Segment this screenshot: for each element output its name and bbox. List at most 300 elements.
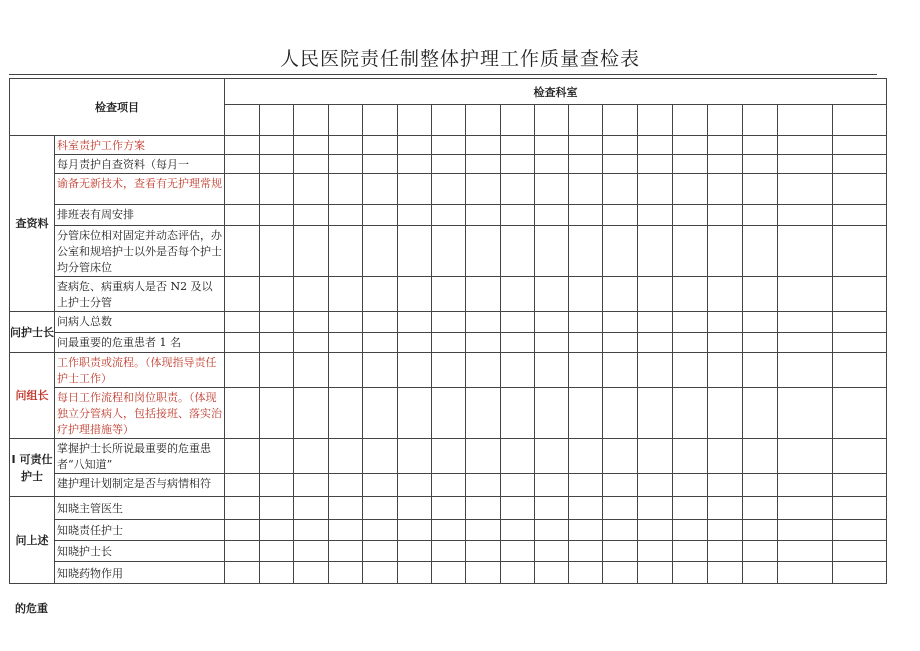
check-cell[interactable] [569, 312, 603, 333]
check-cell[interactable] [501, 174, 535, 205]
check-cell[interactable] [708, 155, 743, 174]
check-cell[interactable] [501, 353, 535, 388]
check-cell[interactable] [363, 520, 398, 541]
check-cell[interactable] [329, 226, 363, 277]
check-cell[interactable] [603, 562, 638, 584]
check-cell[interactable] [743, 497, 778, 520]
check-cell[interactable] [673, 388, 708, 439]
check-cell[interactable] [225, 474, 260, 497]
check-cell[interactable] [260, 562, 294, 584]
check-cell[interactable] [778, 439, 833, 474]
check-cell[interactable] [466, 277, 501, 312]
check-cell[interactable] [398, 439, 432, 474]
check-cell[interactable] [778, 205, 833, 226]
check-cell[interactable] [225, 439, 260, 474]
check-cell[interactable] [260, 520, 294, 541]
check-cell[interactable] [294, 474, 329, 497]
check-cell[interactable] [260, 439, 294, 474]
check-cell[interactable] [638, 205, 673, 226]
check-cell[interactable] [294, 439, 329, 474]
check-cell[interactable] [833, 205, 887, 226]
check-cell[interactable] [363, 541, 398, 562]
check-cell[interactable] [432, 497, 466, 520]
check-cell[interactable] [501, 520, 535, 541]
check-cell[interactable] [501, 333, 535, 353]
check-cell[interactable] [778, 277, 833, 312]
check-cell[interactable] [294, 226, 329, 277]
check-cell[interactable] [708, 353, 743, 388]
check-cell[interactable] [225, 226, 260, 277]
check-cell[interactable] [225, 174, 260, 205]
check-cell[interactable] [501, 312, 535, 333]
check-cell[interactable] [501, 497, 535, 520]
check-cell[interactable] [260, 174, 294, 205]
check-cell[interactable] [833, 312, 887, 333]
check-cell[interactable] [743, 439, 778, 474]
check-cell[interactable] [535, 520, 569, 541]
check-cell[interactable] [466, 226, 501, 277]
check-cell[interactable] [329, 474, 363, 497]
check-cell[interactable] [363, 497, 398, 520]
check-cell[interactable] [225, 205, 260, 226]
dept-column-cell[interactable] [743, 105, 778, 136]
check-cell[interactable] [260, 155, 294, 174]
check-cell[interactable] [432, 226, 466, 277]
check-cell[interactable] [294, 353, 329, 388]
check-cell[interactable] [501, 388, 535, 439]
check-cell[interactable] [708, 277, 743, 312]
check-cell[interactable] [398, 474, 432, 497]
check-cell[interactable] [466, 353, 501, 388]
check-cell[interactable] [569, 333, 603, 353]
check-cell[interactable] [225, 136, 260, 155]
check-cell[interactable] [363, 388, 398, 439]
check-cell[interactable] [569, 497, 603, 520]
check-cell[interactable] [466, 333, 501, 353]
check-cell[interactable] [673, 353, 708, 388]
check-cell[interactable] [743, 388, 778, 439]
dept-column-cell[interactable] [260, 105, 294, 136]
check-cell[interactable] [673, 439, 708, 474]
check-cell[interactable] [398, 388, 432, 439]
check-cell[interactable] [225, 333, 260, 353]
check-cell[interactable] [708, 174, 743, 205]
check-cell[interactable] [638, 562, 673, 584]
check-cell[interactable] [833, 174, 887, 205]
check-cell[interactable] [743, 541, 778, 562]
check-cell[interactable] [398, 541, 432, 562]
check-cell[interactable] [225, 353, 260, 388]
check-cell[interactable] [363, 226, 398, 277]
check-cell[interactable] [743, 353, 778, 388]
check-cell[interactable] [673, 474, 708, 497]
check-cell[interactable] [603, 353, 638, 388]
check-cell[interactable] [535, 136, 569, 155]
check-cell[interactable] [778, 562, 833, 584]
check-cell[interactable] [294, 277, 329, 312]
check-cell[interactable] [294, 541, 329, 562]
check-cell[interactable] [466, 497, 501, 520]
check-cell[interactable] [535, 174, 569, 205]
dept-column-cell[interactable] [778, 105, 833, 136]
check-cell[interactable] [294, 388, 329, 439]
check-cell[interactable] [398, 312, 432, 333]
check-cell[interactable] [833, 155, 887, 174]
dept-column-cell[interactable] [833, 105, 887, 136]
check-cell[interactable] [603, 520, 638, 541]
check-cell[interactable] [708, 474, 743, 497]
check-cell[interactable] [398, 353, 432, 388]
check-cell[interactable] [432, 333, 466, 353]
check-cell[interactable] [432, 277, 466, 312]
check-cell[interactable] [743, 226, 778, 277]
check-cell[interactable] [466, 562, 501, 584]
check-cell[interactable] [260, 226, 294, 277]
check-cell[interactable] [501, 562, 535, 584]
check-cell[interactable] [743, 174, 778, 205]
check-cell[interactable] [501, 226, 535, 277]
check-cell[interactable] [363, 474, 398, 497]
check-cell[interactable] [363, 312, 398, 333]
check-cell[interactable] [673, 541, 708, 562]
check-cell[interactable] [432, 562, 466, 584]
check-cell[interactable] [603, 541, 638, 562]
check-cell[interactable] [329, 174, 363, 205]
check-cell[interactable] [638, 226, 673, 277]
check-cell[interactable] [432, 155, 466, 174]
check-cell[interactable] [569, 277, 603, 312]
check-cell[interactable] [329, 541, 363, 562]
check-cell[interactable] [638, 333, 673, 353]
check-cell[interactable] [363, 174, 398, 205]
check-cell[interactable] [466, 520, 501, 541]
check-cell[interactable] [466, 155, 501, 174]
check-cell[interactable] [398, 136, 432, 155]
check-cell[interactable] [225, 541, 260, 562]
check-cell[interactable] [833, 226, 887, 277]
check-cell[interactable] [225, 155, 260, 174]
check-cell[interactable] [432, 439, 466, 474]
check-cell[interactable] [535, 205, 569, 226]
check-cell[interactable] [329, 388, 363, 439]
dept-column-cell[interactable] [501, 105, 535, 136]
check-cell[interactable] [673, 497, 708, 520]
check-cell[interactable] [833, 353, 887, 388]
check-cell[interactable] [638, 388, 673, 439]
check-cell[interactable] [329, 277, 363, 312]
check-cell[interactable] [778, 155, 833, 174]
check-cell[interactable] [673, 174, 708, 205]
check-cell[interactable] [778, 388, 833, 439]
check-cell[interactable] [833, 541, 887, 562]
check-cell[interactable] [260, 541, 294, 562]
check-cell[interactable] [743, 562, 778, 584]
check-cell[interactable] [432, 520, 466, 541]
check-cell[interactable] [294, 205, 329, 226]
check-cell[interactable] [329, 353, 363, 388]
check-cell[interactable] [603, 277, 638, 312]
check-cell[interactable] [673, 562, 708, 584]
check-cell[interactable] [833, 520, 887, 541]
check-cell[interactable] [638, 520, 673, 541]
check-cell[interactable] [569, 474, 603, 497]
check-cell[interactable] [398, 497, 432, 520]
check-cell[interactable] [708, 520, 743, 541]
check-cell[interactable] [833, 562, 887, 584]
check-cell[interactable] [778, 520, 833, 541]
dept-column-cell[interactable] [708, 105, 743, 136]
check-cell[interactable] [778, 136, 833, 155]
check-cell[interactable] [329, 205, 363, 226]
check-cell[interactable] [638, 155, 673, 174]
check-cell[interactable] [294, 155, 329, 174]
check-cell[interactable] [778, 226, 833, 277]
check-cell[interactable] [673, 520, 708, 541]
check-cell[interactable] [535, 497, 569, 520]
check-cell[interactable] [708, 333, 743, 353]
check-cell[interactable] [535, 439, 569, 474]
check-cell[interactable] [708, 541, 743, 562]
check-cell[interactable] [225, 562, 260, 584]
check-cell[interactable] [363, 155, 398, 174]
check-cell[interactable] [363, 353, 398, 388]
check-cell[interactable] [294, 312, 329, 333]
check-cell[interactable] [569, 353, 603, 388]
check-cell[interactable] [673, 226, 708, 277]
check-cell[interactable] [363, 205, 398, 226]
check-cell[interactable] [743, 136, 778, 155]
check-cell[interactable] [260, 353, 294, 388]
check-cell[interactable] [743, 277, 778, 312]
check-cell[interactable] [603, 312, 638, 333]
check-cell[interactable] [569, 136, 603, 155]
check-cell[interactable] [363, 333, 398, 353]
check-cell[interactable] [363, 136, 398, 155]
check-cell[interactable] [398, 226, 432, 277]
check-cell[interactable] [466, 312, 501, 333]
check-cell[interactable] [673, 155, 708, 174]
check-cell[interactable] [501, 439, 535, 474]
check-cell[interactable] [329, 312, 363, 333]
check-cell[interactable] [708, 136, 743, 155]
check-cell[interactable] [329, 439, 363, 474]
check-cell[interactable] [673, 333, 708, 353]
check-cell[interactable] [708, 312, 743, 333]
check-cell[interactable] [603, 174, 638, 205]
check-cell[interactable] [569, 439, 603, 474]
check-cell[interactable] [603, 439, 638, 474]
dept-column-cell[interactable] [363, 105, 398, 136]
check-cell[interactable] [329, 520, 363, 541]
check-cell[interactable] [501, 136, 535, 155]
check-cell[interactable] [260, 312, 294, 333]
check-cell[interactable] [398, 520, 432, 541]
check-cell[interactable] [535, 388, 569, 439]
check-cell[interactable] [603, 474, 638, 497]
check-cell[interactable] [603, 136, 638, 155]
check-cell[interactable] [603, 388, 638, 439]
check-cell[interactable] [466, 174, 501, 205]
check-cell[interactable] [501, 541, 535, 562]
check-cell[interactable] [260, 333, 294, 353]
check-cell[interactable] [638, 353, 673, 388]
check-cell[interactable] [569, 174, 603, 205]
check-cell[interactable] [501, 277, 535, 312]
check-cell[interactable] [743, 474, 778, 497]
check-cell[interactable] [638, 312, 673, 333]
check-cell[interactable] [743, 312, 778, 333]
check-cell[interactable] [363, 562, 398, 584]
dept-column-cell[interactable] [294, 105, 329, 136]
dept-column-cell[interactable] [398, 105, 432, 136]
check-cell[interactable] [708, 205, 743, 226]
check-cell[interactable] [260, 474, 294, 497]
check-cell[interactable] [743, 155, 778, 174]
check-cell[interactable] [833, 333, 887, 353]
dept-column-cell[interactable] [466, 105, 501, 136]
check-cell[interactable] [833, 136, 887, 155]
check-cell[interactable] [569, 562, 603, 584]
check-cell[interactable] [569, 205, 603, 226]
check-cell[interactable] [432, 388, 466, 439]
check-cell[interactable] [833, 439, 887, 474]
dept-column-cell[interactable] [638, 105, 673, 136]
check-cell[interactable] [466, 439, 501, 474]
check-cell[interactable] [294, 562, 329, 584]
check-cell[interactable] [225, 388, 260, 439]
check-cell[interactable] [432, 541, 466, 562]
check-cell[interactable] [225, 277, 260, 312]
check-cell[interactable] [260, 497, 294, 520]
check-cell[interactable] [673, 312, 708, 333]
check-cell[interactable] [673, 205, 708, 226]
check-cell[interactable] [432, 136, 466, 155]
check-cell[interactable] [743, 205, 778, 226]
check-cell[interactable] [329, 333, 363, 353]
check-cell[interactable] [398, 155, 432, 174]
check-cell[interactable] [535, 541, 569, 562]
check-cell[interactable] [638, 439, 673, 474]
check-cell[interactable] [535, 155, 569, 174]
check-cell[interactable] [466, 388, 501, 439]
check-cell[interactable] [432, 474, 466, 497]
check-cell[interactable] [708, 226, 743, 277]
check-cell[interactable] [398, 277, 432, 312]
check-cell[interactable] [603, 333, 638, 353]
check-cell[interactable] [225, 312, 260, 333]
check-cell[interactable] [778, 174, 833, 205]
check-cell[interactable] [466, 474, 501, 497]
check-cell[interactable] [535, 312, 569, 333]
dept-column-cell[interactable] [603, 105, 638, 136]
check-cell[interactable] [535, 333, 569, 353]
check-cell[interactable] [260, 205, 294, 226]
check-cell[interactable] [833, 277, 887, 312]
check-cell[interactable] [569, 520, 603, 541]
check-cell[interactable] [432, 353, 466, 388]
dept-column-cell[interactable] [673, 105, 708, 136]
check-cell[interactable] [778, 474, 833, 497]
check-cell[interactable] [535, 562, 569, 584]
check-cell[interactable] [603, 226, 638, 277]
check-cell[interactable] [778, 353, 833, 388]
dept-column-cell[interactable] [569, 105, 603, 136]
check-cell[interactable] [398, 205, 432, 226]
check-cell[interactable] [432, 205, 466, 226]
check-cell[interactable] [833, 474, 887, 497]
check-cell[interactable] [535, 474, 569, 497]
check-cell[interactable] [398, 174, 432, 205]
dept-column-cell[interactable] [535, 105, 569, 136]
check-cell[interactable] [329, 562, 363, 584]
check-cell[interactable] [535, 226, 569, 277]
check-cell[interactable] [743, 520, 778, 541]
check-cell[interactable] [466, 205, 501, 226]
check-cell[interactable] [743, 333, 778, 353]
check-cell[interactable] [603, 497, 638, 520]
check-cell[interactable] [708, 388, 743, 439]
check-cell[interactable] [708, 562, 743, 584]
check-cell[interactable] [294, 174, 329, 205]
check-cell[interactable] [260, 136, 294, 155]
check-cell[interactable] [535, 353, 569, 388]
check-cell[interactable] [225, 520, 260, 541]
check-cell[interactable] [673, 136, 708, 155]
check-cell[interactable] [778, 541, 833, 562]
check-cell[interactable] [603, 205, 638, 226]
check-cell[interactable] [501, 155, 535, 174]
check-cell[interactable] [329, 136, 363, 155]
check-cell[interactable] [260, 388, 294, 439]
check-cell[interactable] [398, 333, 432, 353]
dept-column-cell[interactable] [432, 105, 466, 136]
check-cell[interactable] [501, 474, 535, 497]
check-cell[interactable] [294, 136, 329, 155]
dept-column-cell[interactable] [225, 105, 260, 136]
check-cell[interactable] [501, 205, 535, 226]
check-cell[interactable] [329, 497, 363, 520]
check-cell[interactable] [569, 226, 603, 277]
check-cell[interactable] [569, 388, 603, 439]
check-cell[interactable] [833, 497, 887, 520]
check-cell[interactable] [569, 541, 603, 562]
check-cell[interactable] [833, 388, 887, 439]
check-cell[interactable] [535, 277, 569, 312]
check-cell[interactable] [432, 312, 466, 333]
check-cell[interactable] [603, 155, 638, 174]
check-cell[interactable] [466, 136, 501, 155]
check-cell[interactable] [638, 136, 673, 155]
check-cell[interactable] [569, 155, 603, 174]
check-cell[interactable] [294, 497, 329, 520]
dept-column-cell[interactable] [329, 105, 363, 136]
check-cell[interactable] [708, 497, 743, 520]
check-cell[interactable] [638, 474, 673, 497]
check-cell[interactable] [638, 497, 673, 520]
check-cell[interactable] [363, 439, 398, 474]
check-cell[interactable] [708, 439, 743, 474]
check-cell[interactable] [778, 497, 833, 520]
check-cell[interactable] [638, 277, 673, 312]
check-cell[interactable] [466, 541, 501, 562]
check-cell[interactable] [638, 541, 673, 562]
check-cell[interactable] [294, 520, 329, 541]
check-cell[interactable] [294, 333, 329, 353]
check-cell[interactable] [329, 155, 363, 174]
check-cell[interactable] [673, 277, 708, 312]
check-cell[interactable] [432, 174, 466, 205]
check-cell[interactable] [260, 277, 294, 312]
